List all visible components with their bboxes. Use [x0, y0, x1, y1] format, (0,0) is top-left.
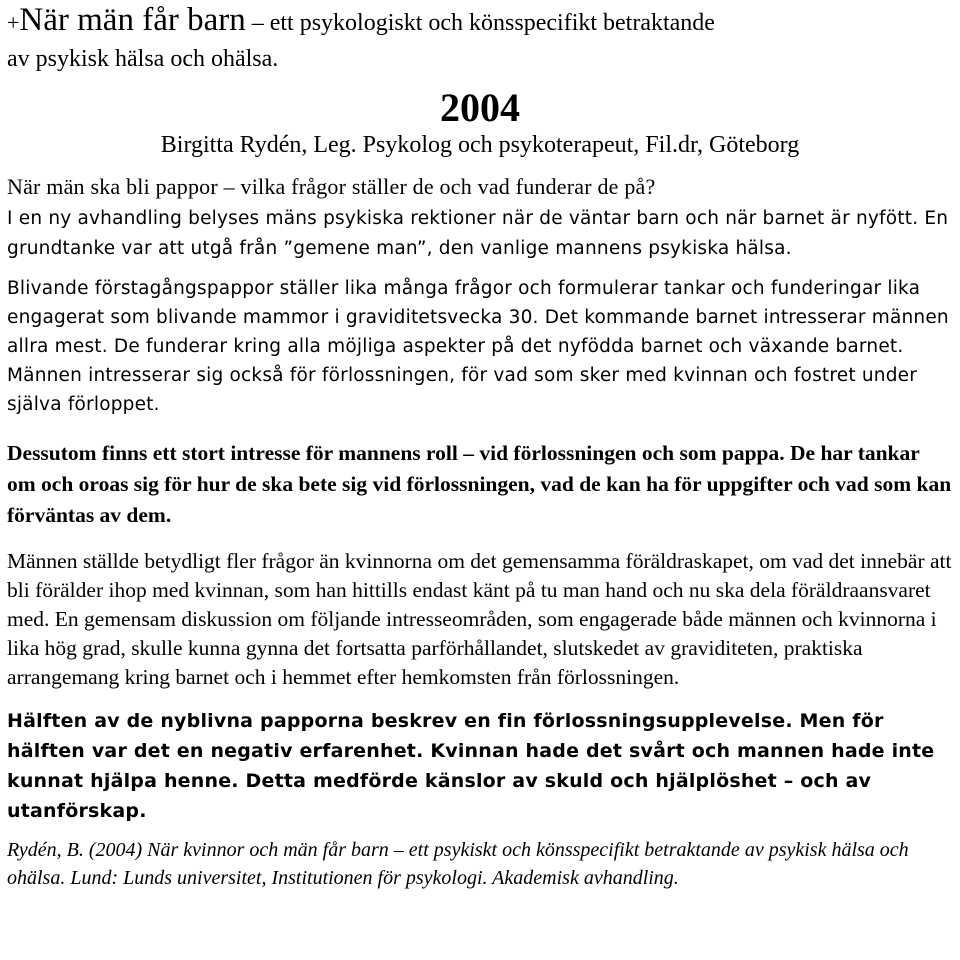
- paragraph-role-bold: Dessutom finns ett stort intresse för mannens roll – vid förlossningen och som pappa. De har tankar om och oroas sig för hur de ska bete sig vid förlossningen, vad de kan ha för uppgifter och vad som kan förväntas av dem.: [7, 441, 952, 527]
- intro-text: I en ny avhandling belyses mäns psykiska rektioner när de väntar barn och när barnet är nyfött. En grundtanke var att utgå från ”gemene man”, den vanlige mannens psykiska hälsa.: [7, 208, 949, 259]
- intro-paragraph: [7, 172, 953, 264]
- paragraph-parenthood: Männen ställde betydligt fler frågor än kvinnorna om det gemensamma föräldraskapet, om vad det innebär att bli förälder ihop med kvinnan, som han hittills endast känt på tu man hand och nu ska dela föräldraansvaret med. En gemensam diskussion om följande intresseområden, som engagerade både männen och kvinnorna i lika hög grad, skulle kunna gynna det fortsatta parförhållandet, slutskedet av graviditeten, praktiska arrangemang kring barnet och i hemmet efter hemkomsten från förlossningen.: [7, 549, 952, 689]
- document-title: [7, 0, 953, 44]
- author-line: Birgitta Rydén, Leg. Psykolog och psykoterapeut, Fil.dr, Göteborg: [160, 132, 800, 158]
- year: 2004: [440, 85, 520, 130]
- paragraph-questions: Blivande förstagångspappor ställer lika många frågor och formulerar tankar och funderingar lika engagerat som blivande mammor i graviditetsvecka 30. Det kommande barnet intresserar männen allra mest. De funderar kring alla möjliga aspekter på det nyfödda barnet och växande barnet. Männen intresserar sig också för förlossningen, för vad som sker med kvinnan och fostret under själva förloppet.: [7, 278, 949, 415]
- paragraph-birth-experience: Hälften av de nyblivna papporna beskrev en fin förlossningsupplevelse. Men för hälften var det en negativ erfarenhet. Kvinnan hade det svårt och mannen hade inte kunnat hjälpa henne. Detta medförde känslor av skuld och hjälplöshet – och av utanförskap.: [7, 710, 935, 822]
- intro-question: När män ska bli pappor – vilka frågor ställer de och vad funderar de på?: [7, 174, 656, 199]
- title-main: När män får barn: [19, 2, 246, 38]
- title-line-2: av psykisk hälsa och ohälsa.: [7, 46, 279, 72]
- reference-citation: Rydén, B. (2004) När kvinnor och män får barn – ett psykiskt och könsspecifikt betraktande av psykisk hälsa och ohälsa. Lund: Lunds universitet, Institutionen för psykologi. Akademisk avhandling.: [7, 839, 909, 889]
- title-subtitle: – ett psykologiskt och könsspecifikt betraktande: [245, 10, 715, 36]
- title-plus: +: [7, 10, 20, 35]
